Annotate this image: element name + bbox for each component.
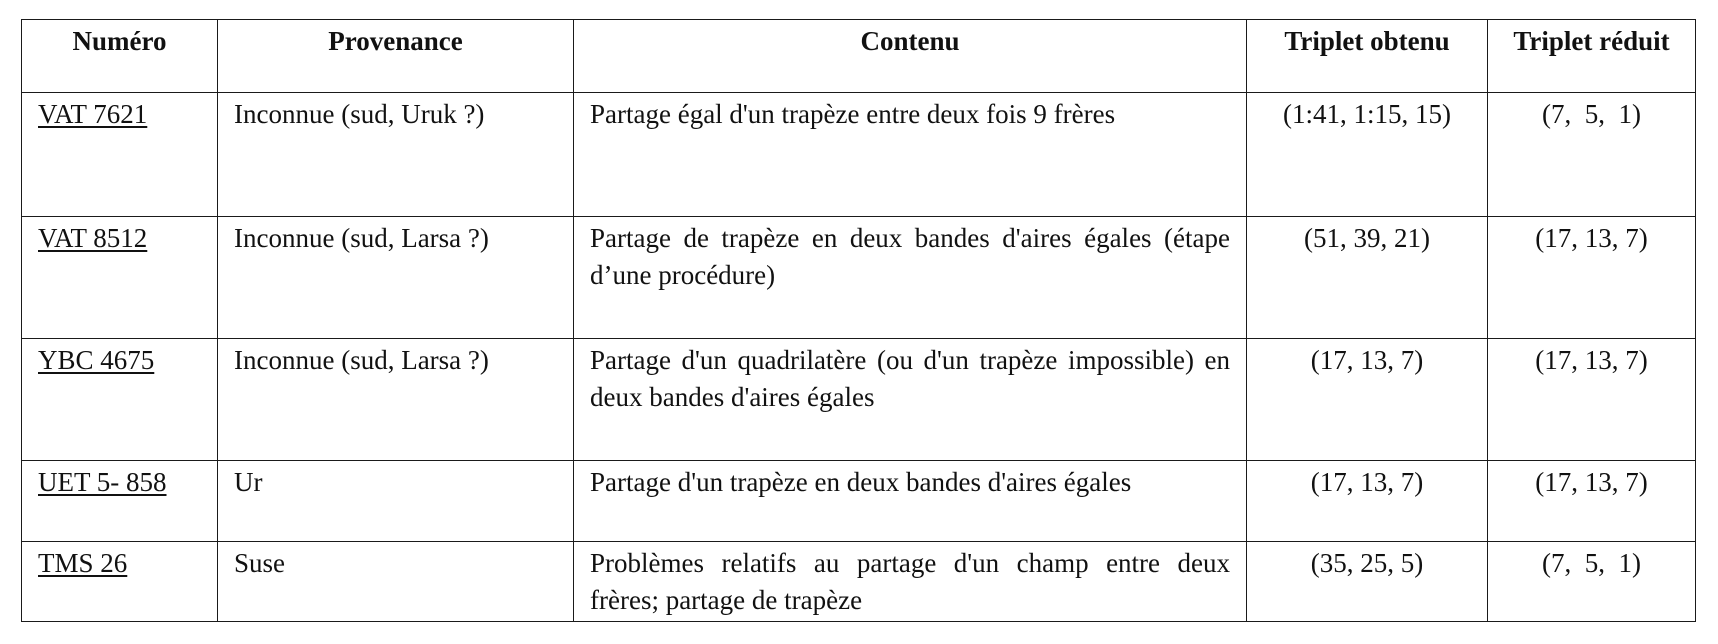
header-contenu: Contenu <box>574 20 1247 93</box>
triplet-reduit-cell: (17, 13, 7) <box>1488 460 1696 541</box>
contenu-cell: Problèmes relatifs au partage d'un champ entre deux frères; partage de trapèze <box>574 541 1247 621</box>
contenu-cell: Partage d'un quadrilatère (ou d'un trapèze impossible) en deux bandes d'aires égales <box>574 338 1247 460</box>
tablet-link[interactable]: UET 5- 858 <box>38 466 167 497</box>
tablet-link[interactable]: TMS 26 <box>38 547 128 578</box>
provenance-cell: Inconnue (sud, Larsa ?) <box>218 216 574 338</box>
provenance-cell: Ur <box>218 460 574 541</box>
header-provenance: Provenance <box>218 20 574 93</box>
tablets-table <box>21 19 1696 622</box>
triplet-reduit-cell: (7, 5, 1) <box>1488 541 1696 621</box>
provenance-cell: Inconnue (sud, Larsa ?) <box>218 338 574 460</box>
table-row <box>22 216 1696 338</box>
triplet-obtenu-cell: (35, 25, 5) <box>1247 541 1488 621</box>
contenu-cell: Partage de trapèze en deux bandes d'aires égales (étape d’une procédure) <box>574 216 1247 338</box>
provenance-cell: Inconnue (sud, Uruk ?) <box>218 93 574 217</box>
contenu-cell: Partage égal d'un trapèze entre deux fois 9 frères <box>574 93 1247 217</box>
contenu-cell: Partage d'un trapèze en deux bandes d'aires égales <box>574 460 1247 541</box>
table-row <box>22 541 1696 621</box>
triplet-obtenu-cell: (1:41, 1:15, 15) <box>1247 93 1488 217</box>
triplet-reduit-cell: (17, 13, 7) <box>1488 338 1696 460</box>
tablet-link[interactable]: VAT 7621 <box>38 99 148 130</box>
table-row <box>22 338 1696 460</box>
triplet-reduit-cell: (7, 5, 1) <box>1488 93 1696 217</box>
table-row <box>22 460 1696 541</box>
tablet-link[interactable]: YBC 4675 <box>38 344 155 375</box>
triplet-obtenu-cell: (51, 39, 21) <box>1247 216 1488 338</box>
provenance-cell: Suse <box>218 541 574 621</box>
tablet-link[interactable]: VAT 8512 <box>38 222 148 253</box>
triplet-reduit-cell: (17, 13, 7) <box>1488 216 1696 338</box>
table-row <box>22 93 1696 217</box>
header-row <box>22 20 1696 93</box>
header-triplet-reduit: Triplet réduit <box>1488 20 1696 93</box>
triplet-obtenu-cell: (17, 13, 7) <box>1247 460 1488 541</box>
triplet-obtenu-cell: (17, 13, 7) <box>1247 338 1488 460</box>
header-numero: Numéro <box>22 20 218 93</box>
header-triplet-obtenu: Triplet obtenu <box>1247 20 1488 93</box>
